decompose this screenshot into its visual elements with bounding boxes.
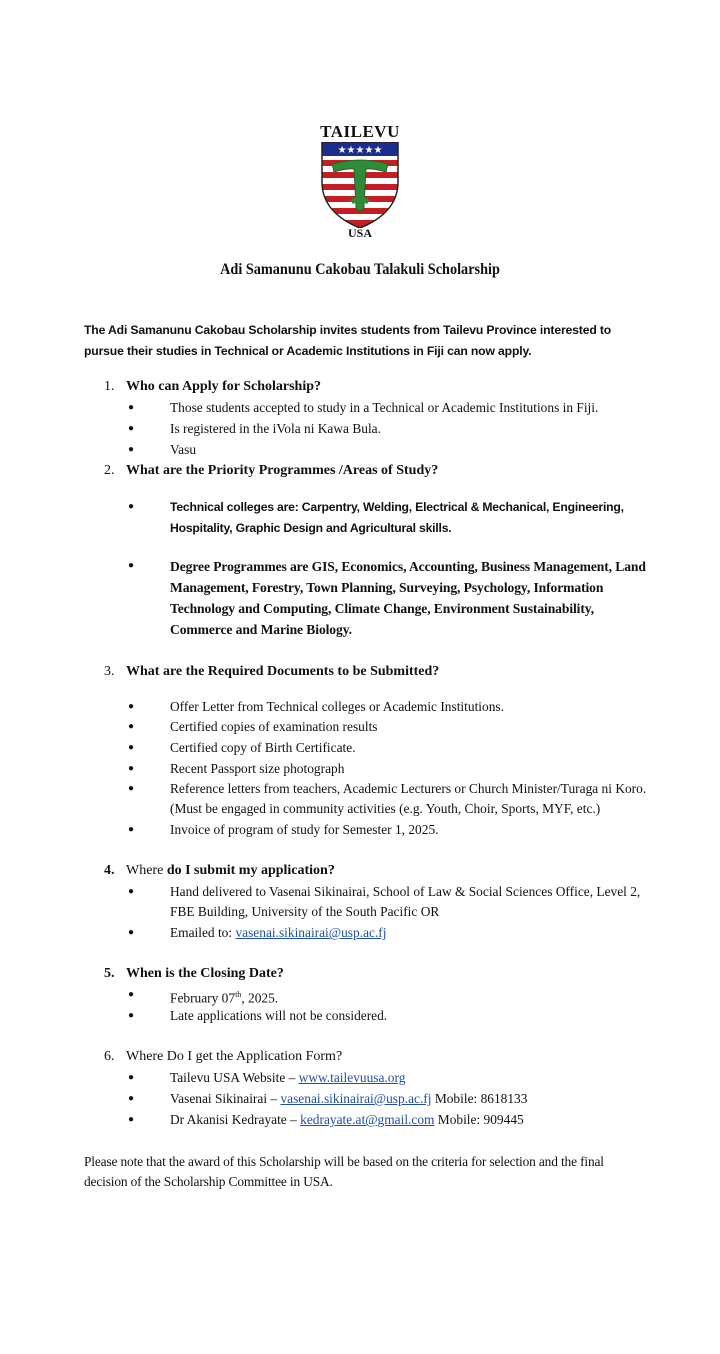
tailevu-usa-logo bbox=[316, 122, 404, 244]
shield-emblem-icon bbox=[320, 142, 400, 228]
intro-paragraph: The Adi Samanunu Cakobau Scholarship invites students from Tailevu Province interested to pursue their studies in Technical or Academic Institutions in Fiji can now apply. bbox=[84, 323, 612, 358]
section-6-heading: 6. Where Do I get the Application Form? bbox=[104, 1049, 343, 1064]
email-link[interactable]: vasenai.sikinairai@usp.ac.fj bbox=[235, 925, 387, 940]
logo-stars: ★★★★★ bbox=[337, 145, 383, 156]
email-link[interactable]: kedrayate.at@gmail.com bbox=[300, 1112, 435, 1127]
website-link[interactable]: www.tailevuusa.org bbox=[298, 1070, 406, 1085]
section-3-heading: 3. What are the Required Documents to be Submitted? bbox=[104, 664, 440, 679]
email-link[interactable]: vasenai.sikinairai@usp.ac.fj bbox=[280, 1091, 432, 1106]
section-2-heading: 2. What are the Priority Programmes /Areas of Study? bbox=[104, 463, 439, 478]
section-5-heading: 5. When is the Closing Date? bbox=[104, 966, 284, 981]
logo-top-text: TAILEVU bbox=[320, 122, 400, 141]
logo-bottom-text: USA bbox=[347, 226, 372, 240]
document-page: TAILEVU ★★★★★ USA Adi Samanunu Cakobau Talakuli Scholarship The Adi Samanunu Cakobau Scholarship invites students from Tailevu Province interested to pursue their studies in Technical or Academic Institutions in Fiji can now apply. 1. Who can Apply for Scholarship? ● Those students accepted to study in a Technical or Academic Institutions in Fiji. ● Is registered in the iVola ni Kawa Bula. ● Vasu 2. What are the Priority Programmes /Areas of Study? ● Technical colleges are: Carpentry, Welding, Electrical & Mechanical, Engineering, Hospitality, Graphic Design and Agricultural skills. ● Degree Programmes are GIS, Economics, Accounting, Business Management, Land Management, Forestry, Town Planning, Surveying, Psychology, Information Technology and Computing, Climate Change, Environment Sustainability, Commerce and Marine Biology. 3. What are the Required Documents to be Submitted? ● Offer Letter from Technical colleges or Academic Institutions. ● Certified copies of examination results ● Certified copy of Birth Certificate. ● Recent Passport size photograph ● Reference letters from teachers, Academic Lecturers or Church Minister/Turaga ni Koro. (Must be engaged in community activities (e.g. Youth, Choir, Sports, MYF, etc.) ● Invoice of program of study for Semester 1, 2025. 4. Where do I submit my application? ● Hand delivered to Vasenai Sikinairai, School of Law & Social Sciences Office, Level 2, FBE Building, University of the South Pacific OR ● Emailed to: vasenai.sikinairai@usp.ac.fj 5. When is the Closing Date? ● February 07th, 2025. ● Late applications will not be considered. 6. Where Do I get the Application Form? ● Tailevu USA Website – www.tailevuusa.org ● Vasenai Sikinairai – vasenai.sikinairai@usp.ac.fj Mobile: 8618133 ● Dr Akanisi Kedrayate – kedrayate.at@gmail.com Mobile: 909445 Please note that the award of this Scholarship will be based on the criteria for selection and the final decision of the Scholarship Committee in USA. bbox=[0, 0, 720, 1354]
closing-note: Please note that the award of this Scholarship will be based on the criteria for selection and the final decision of the Scholarship Committee in USA. bbox=[84, 1154, 604, 1189]
section-4-heading: 4. Where do I submit my application? bbox=[104, 863, 335, 878]
section-1-heading: 1. Who can Apply for Scholarship? bbox=[104, 379, 322, 394]
document-title: Adi Samanunu Cakobau Talakuli Scholarship bbox=[220, 261, 500, 278]
